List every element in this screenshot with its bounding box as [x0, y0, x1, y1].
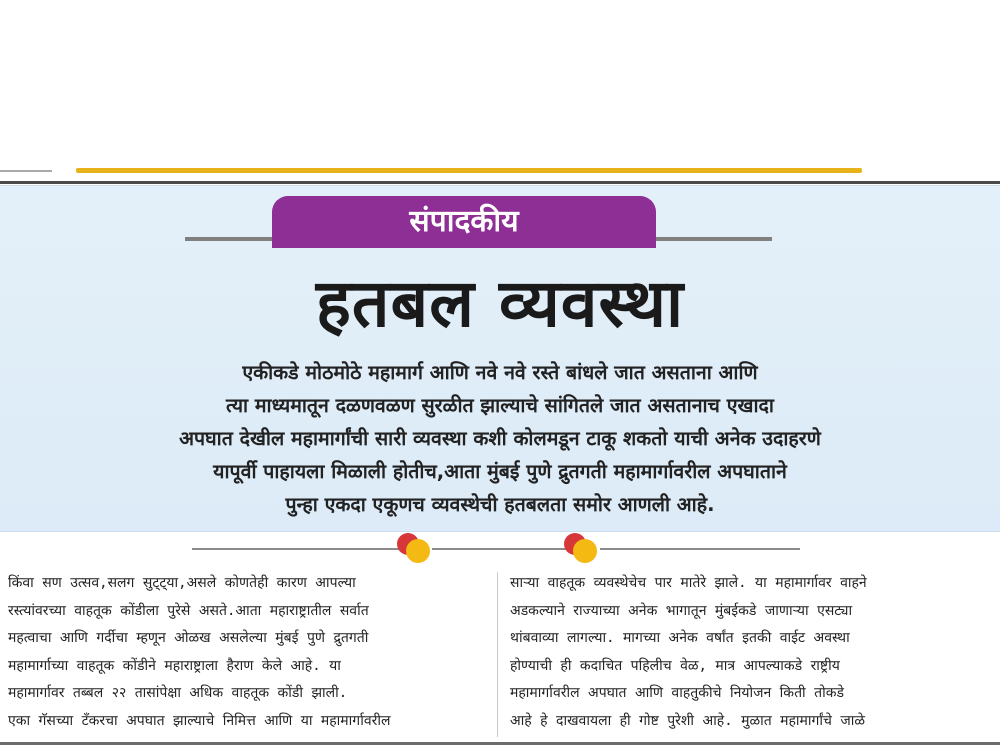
- body-column-left: [8, 570, 488, 735]
- divider-line-right: [600, 548, 800, 550]
- body-line: साऱ्या वाहतूक व्यवस्थेचेच पार मातेरे झाले. या महामार्गावर वाहने: [510, 575, 867, 591]
- lead-line: त्या माध्यमातून दळणवळण सुरळीत झाल्याचे सांगितले जात असतानाच एखादा: [226, 394, 774, 417]
- body-line: आहे हे दाखवायला ही गोष्ट पुरेशी आहे. मुळात महामार्गांचे जाळे: [510, 712, 866, 729]
- bottom-rule: [0, 742, 1000, 745]
- body-line: होण्याची ही कदाचित पहिलीच वेळ, मात्र आपल्याकडे राष्ट्रीय: [510, 657, 840, 674]
- ornament-dots-right: [564, 533, 600, 563]
- body-line: एका गॅसच्या टँकरचा अपघात झाल्याचे निमित्त आणि या महामार्गावरील: [8, 712, 391, 729]
- body-line: महामार्गावर तब्बल २२ तासांपेक्षा अधिक वाहतूक कोंडी झाली.: [8, 685, 348, 701]
- divider-line-left-a: [192, 548, 402, 550]
- body-line: अडकल्याने राज्याच्या अनेक भागातून मुंबईकडे जाणाऱ्या एसट्या: [510, 602, 853, 619]
- badge-rail-left: [185, 237, 273, 241]
- ornament-gold-dot: [406, 539, 430, 563]
- lead-line: अपघात देखील महामार्गांची सारी व्यवस्था कशी कोलमडून टाकू शकतो याची अनेक उदाहरणे: [179, 427, 821, 450]
- body-line: रस्त्यांवरच्या वाहतूक कोंडीला पुरेसे असते.आता महाराष्ट्रातील सर्वात: [8, 602, 369, 619]
- body-line: महामार्गाच्या वाहतूक कोंडीने महाराष्ट्राला हैराण केले आहे. या: [8, 657, 341, 674]
- body-column-right: [510, 570, 992, 735]
- column-separator: [497, 572, 498, 737]
- lead-line: एकीकडे मोठमोठे महामार्ग आणि नवे नवे रस्ते बांधले जात असताना आणि: [242, 361, 758, 384]
- ornament-dots-left: [397, 533, 433, 563]
- accent-rule: [76, 168, 862, 173]
- headline: हतबल व्यवस्था: [315, 265, 685, 342]
- lead-line: पुन्हा एकदा एकूणच व्यवस्थेची हतबलता समोर आणली आहे.: [285, 493, 715, 516]
- page-top-rule: [0, 181, 1000, 184]
- lead-line: यापूर्वी पाहायला मिळाली होतीच,आता मुंबई पुणे द्रुतगती महामार्गावरील अपघाताने: [213, 460, 787, 483]
- body-line: महामार्गावरील अपघात आणि वाहतुकीचे नियोजन किती तोकडे: [510, 685, 844, 701]
- left-short-rule: [0, 170, 52, 172]
- divider-line-middle: [432, 548, 567, 550]
- category-badge: संपादकीय: [272, 196, 656, 248]
- body-line: महत्वाचा आणि गर्दीचा म्हणून ओळख असलेल्या मुंबई पुणे द्रुतगती: [8, 630, 369, 646]
- body-line: थांबवाव्या लागल्या. मागच्या अनेक वर्षांत इतकी वाईट अवस्था: [510, 630, 850, 646]
- lead-paragraph: [30, 356, 970, 521]
- ornament-gold-dot: [573, 539, 597, 563]
- body-line: किंवा सण उत्सव,सलग सुट्ट्या,असले कोणतेही कारण आपल्या: [8, 575, 356, 591]
- badge-rail-right: [654, 237, 772, 241]
- top-blank-area: [0, 0, 1000, 165]
